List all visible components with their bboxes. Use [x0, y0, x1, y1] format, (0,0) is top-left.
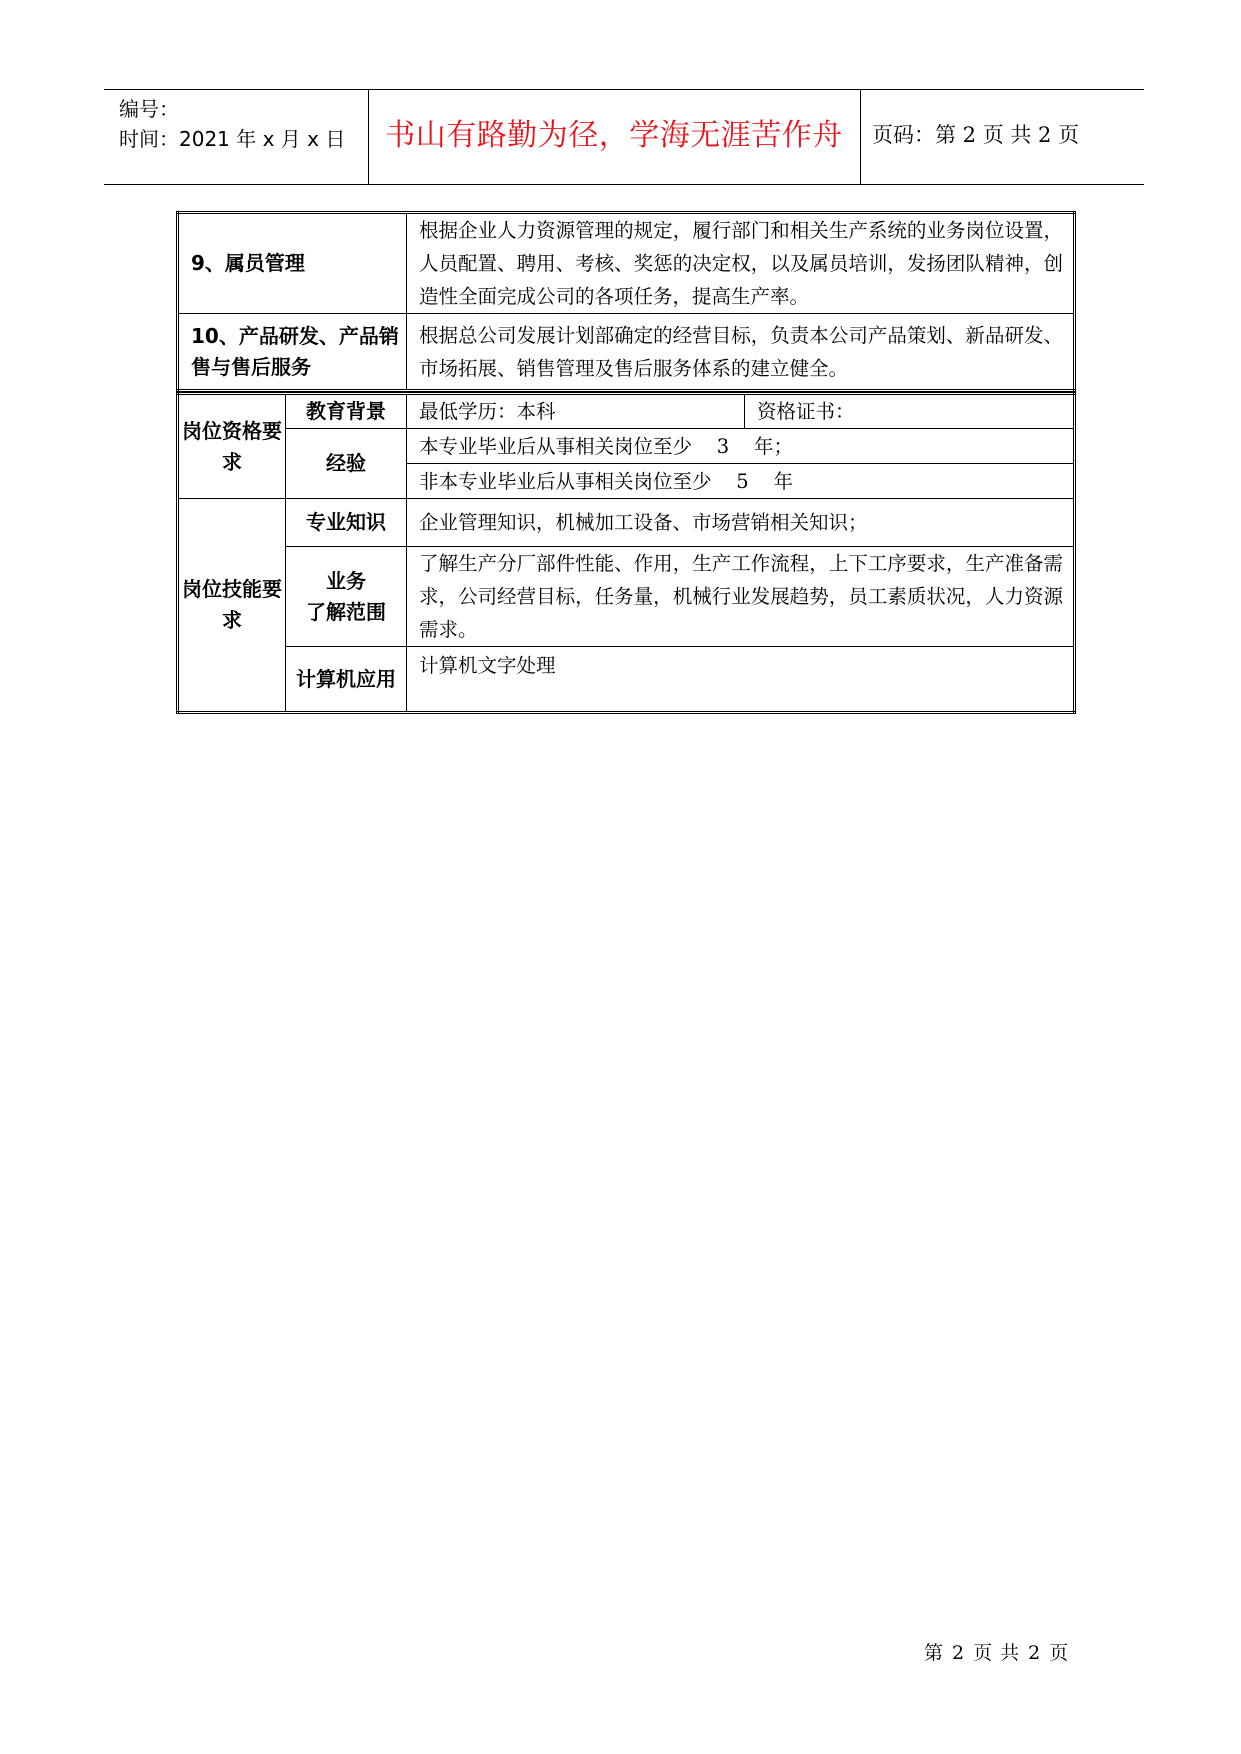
- page-footer: [920, 1638, 1073, 1665]
- education-label: 教育背景: [286, 394, 407, 429]
- header-page-label: 页码：第 2 页 共 2 页: [872, 123, 1080, 147]
- header-divider-right: [860, 90, 861, 184]
- qualification-education-row: [178, 394, 1075, 429]
- duty-row: [178, 213, 1075, 314]
- footer-total-pages: 2: [1028, 1642, 1042, 1664]
- skills-computer-row: [178, 647, 1075, 713]
- duty-text: 根据企业人力资源管理的规定，履行部门和相关生产系统的业务岗位设置，人员配置、聘用、考核、奖惩的决定权，以及属员培训，发扬团队精神，创造性全面完成公司的各项任务，提高生产率。: [407, 213, 1075, 314]
- duties-table: [176, 211, 1076, 392]
- experience-label: 经验: [286, 429, 407, 499]
- experience-other-major: 非本专业毕业后从事相关岗位至少 5 年: [407, 464, 1075, 499]
- footer-middle: 页 共: [973, 1642, 1021, 1664]
- duty-row: [178, 314, 1075, 391]
- computer-value: 计算机文字处理: [407, 647, 1075, 713]
- certificate-label: 资格证书：: [745, 394, 1075, 429]
- duty-title: 9、属员管理: [178, 213, 407, 314]
- professional-label: 专业知识: [286, 499, 407, 547]
- header-date-label: 时间：2021 年 x 月 x 日: [119, 127, 346, 151]
- requirements-table: [176, 392, 1076, 714]
- footer-suffix: 页: [1049, 1642, 1070, 1664]
- header-motto: 书山有路勤为径，学海无涯苦作舟: [385, 118, 843, 153]
- footer-prefix: 第: [924, 1642, 945, 1664]
- professional-value: 企业管理知识，机械加工设备、市场营销相关知识；: [407, 499, 1075, 547]
- header-left: [119, 94, 345, 154]
- duty-title: 10、产品研发、产品销售与售后服务: [178, 314, 407, 391]
- footer-page-number: 2: [952, 1642, 966, 1664]
- experience-same-major: 本专业毕业后从事相关岗位至少 3 年；: [407, 429, 1075, 464]
- skills-professional-row: [178, 499, 1075, 547]
- header-number-label: 编号：: [119, 97, 179, 121]
- qualification-label: 岗位资格要求: [178, 394, 286, 499]
- business-label-line: 了解范围: [306, 599, 386, 624]
- skills-business-row: [178, 547, 1075, 647]
- page-header: [104, 89, 1144, 185]
- skills-label: 岗位技能要求: [178, 499, 286, 713]
- education-value: 最低学历：本科: [407, 394, 745, 429]
- computer-label: 计算机应用: [286, 647, 407, 713]
- duty-text: 根据总公司发展计划部确定的经营目标，负责本公司产品策划、新品研发、市场拓展、销售管理及售后服务体系的建立健全。: [407, 314, 1075, 391]
- business-value: 了解生产分厂部件性能、作用，生产工作流程，上下工序要求，生产准备需求，公司经营目标，任务量，机械行业发展趋势，员工素质状况，人力资源需求。: [407, 547, 1075, 647]
- business-label: [286, 547, 407, 647]
- experience-row: [178, 429, 1075, 464]
- business-label-line: 业务: [326, 568, 366, 593]
